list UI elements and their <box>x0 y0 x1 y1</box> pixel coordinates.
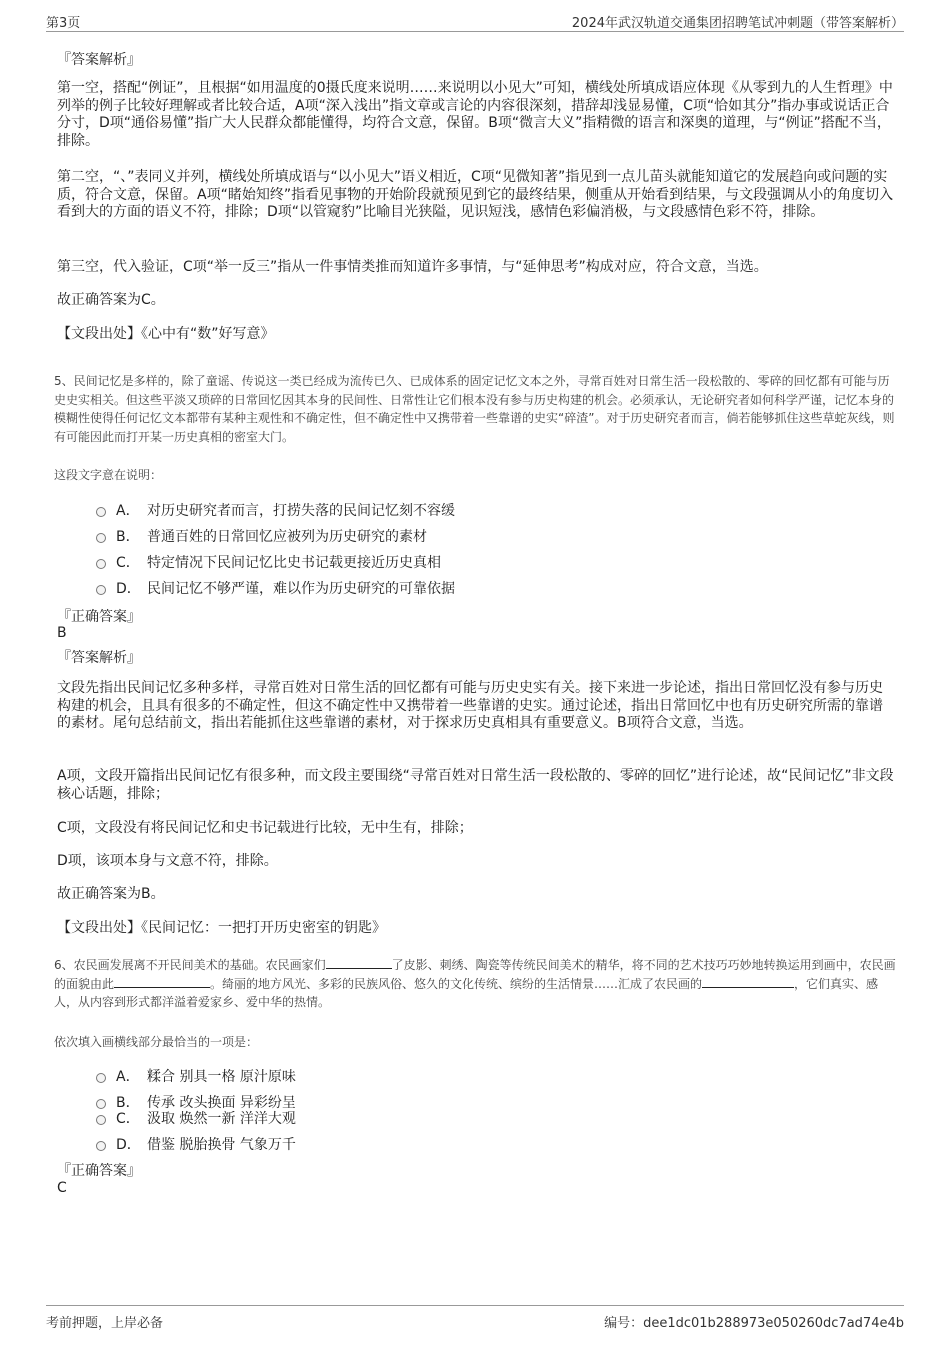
option-letter: B． <box>116 1095 140 1111</box>
page-number: 第3页 <box>46 16 81 31</box>
question-6-stem: 6、农民画发展离不开民间美术的基础。农民画家们 了皮影、刺绣、陶瓷等传统民间美术的精华，将不同的艺术技巧巧妙地转换运用到画中，农民画的面貌由此 。绮丽的地方风光、多彩的民族风俗、悠久的文化传统、缤纷的生活情景……汇成了农民画的 ，它们真实、感人，从内容到形式都洋溢着爱家乡、爱中华的热情。 <box>54 958 896 1009</box>
option-letter: C． <box>116 1111 140 1127</box>
analysis-paragraph-2: 第二空，“、”表同义并列，横线处所填成语与“以小见大”语义相近，C项“见微知著”指见到一点儿苗头就能知道它的发展趋向或问题的实质，符合文意，保留。A项“睹始知终”指看见事物的开始阶段就预见到它的最终结果，侧重从开始看到结果，与文段强调从小的角度切入看到大的方面的语义不符，排除；D项“以管窥豹”比喻目光狭隘，见识短浅，感情色彩偏消极，与文段感情色彩不符，排除。 <box>57 169 894 220</box>
footer-slogan: 考前押题，上岸必备 <box>46 1316 164 1331</box>
option-text: 汲取 焕然一新 洋洋大观 <box>147 1111 296 1127</box>
analysis-paragraph-4: D项，该项本身与文意不符，排除。 <box>57 853 278 869</box>
option-text: 普通百姓的日常回忆应被列为历史研究的素材 <box>147 529 427 545</box>
radio-icon[interactable] <box>96 585 106 595</box>
option-text: 传承 改头换面 异彩纷呈 <box>147 1095 296 1111</box>
correct-answer-label: 『正确答案』 <box>57 1163 141 1179</box>
option-text: 借鉴 脱胎换骨 气象万千 <box>147 1137 296 1153</box>
correct-answer-value: C <box>57 1180 67 1196</box>
page-header <box>0 0 950 34</box>
analysis-label: 『答案解析』 <box>57 650 141 666</box>
question-5-option-d[interactable] <box>96 578 455 598</box>
option-text: 民间记忆不够严谨，难以作为历史研究的可靠依据 <box>147 581 455 597</box>
question-6-option-d[interactable] <box>96 1134 296 1154</box>
source-citation: 【文段出处】《民间记忆：一把打开历史密室的钥匙》 <box>57 920 386 936</box>
question-6-prompt: 依次填入画横线部分最恰当的一项是： <box>54 1035 259 1049</box>
fill-blank-1[interactable] <box>326 958 392 969</box>
radio-icon[interactable] <box>96 559 106 569</box>
analysis-conclusion: 故正确答案为B。 <box>57 886 165 902</box>
question-6-option-a[interactable] <box>96 1066 296 1086</box>
option-letter: C． <box>116 555 140 571</box>
question-5-prompt: 这段文字意在说明： <box>54 468 163 482</box>
header-divider <box>46 31 904 32</box>
option-text: 特定情况下民间记忆比史书记载更接近历史真相 <box>147 555 441 571</box>
question-6-option-c[interactable] <box>96 1108 296 1128</box>
analysis-conclusion: 故正确答案为C。 <box>57 292 165 308</box>
analysis-paragraph-1: 第一空，搭配“例证”，且根据“如用温度的0摄氏度来说明……来说明以小见大”可知，横线处所填成语应体现《从零到九的人生哲理》中列举的例子比较好理解或者比较合适，A项“深入浅出”指文章或言论的内容很深刻，措辞却浅显易懂，C项“恰如其分”指办事或说话正合分寸，D项“通俗易懂”指广大人民群众都能懂得，均符合文意，保留。B项“微言大义”指精微的语言和深奥的道理，与“例证”搭配不当，排除。 <box>57 80 893 149</box>
correct-answer-label: 『正确答案』 <box>57 609 141 625</box>
document-code: 编号：dee1dc01b288973e050260dc7ad74e4b <box>604 1316 904 1331</box>
source-citation: 【文段出处】《心中有“数”好写意》 <box>57 326 275 342</box>
analysis-paragraph-3: C项，文段没有将民间记忆和史书记载进行比较，无中生有，排除； <box>57 820 473 836</box>
radio-icon[interactable] <box>96 1141 106 1151</box>
option-text: 对历史研究者而言，打捞失落的民间记忆刻不容缓 <box>147 503 455 519</box>
option-letter: A． <box>116 1069 140 1085</box>
question-5-option-c[interactable] <box>96 552 441 572</box>
option-letter: D． <box>116 581 141 597</box>
question-5-stem: 5、民间记忆是多样的，除了童谣、传说这一类已经成为流传已久、已成体系的固定记忆文本之外，寻常百姓对日常生活一段松散的、零碎的回忆都有可能与历史史实相关。但这些平淡又琐碎的日常回忆因其本身的民间性、日常性让它们根本没有参与历史构建的机会。必须承认，无论研究者如何科学严谨，记忆本身的模糊性使得任何记忆文本都带有某种主观性和不确定性，但不确定性中又携带着一些靠谱的史实“碎渣”。对于历史研究者而言，倘若能够抓住这些草蛇灰线，则有可能因此而打开某一历史真相的密室大门。 <box>54 374 895 444</box>
analysis-paragraph-1: 文段先指出民间记忆多种多样，寻常百姓对日常生活的回忆都有可能与历史史实有关。接下来进一步论述，指出日常回忆没有参与历史构建的机会，且具有很多的不确定性，但这不确定性中又携带着一些靠谱的史实。通过论述，指出日常回忆中也有历史研究所需的靠谱的素材。尾句总结前文，指出若能抓住这些靠谱的素材，对于探求历史真相具有重要意义。B项符合文意，当选。 <box>57 680 883 731</box>
option-letter: B． <box>116 529 140 545</box>
radio-icon[interactable] <box>96 1073 106 1083</box>
fill-blank-3[interactable] <box>702 977 794 988</box>
analysis-paragraph-3: 第三空，代入验证，C项“举一反三”指从一件事情类推而知道许多事情，与“延伸思考”构成对应，符合文意，当选。 <box>57 259 768 275</box>
correct-answer-value: B <box>57 625 67 641</box>
question-5-option-b[interactable] <box>96 526 427 546</box>
option-letter: D． <box>116 1137 141 1153</box>
option-letter: A． <box>116 503 140 519</box>
radio-icon[interactable] <box>96 507 106 517</box>
analysis-label: 『答案解析』 <box>57 52 141 68</box>
fill-blank-2[interactable] <box>114 977 210 988</box>
radio-icon[interactable] <box>96 533 106 543</box>
document-title: 2024年武汉轨道交通集团招聘笔试冲刺题（带答案解析） <box>571 16 904 31</box>
analysis-paragraph-2: A项，文段开篇指出民间记忆有很多种，而文段主要围绕“寻常百姓对日常生活一段松散的、零碎的回忆”进行论述，故“民间记忆”非文段核心话题，排除； <box>57 768 894 802</box>
option-text: 糅合 别具一格 原汁原味 <box>147 1069 296 1085</box>
question-5-option-a[interactable] <box>96 500 455 520</box>
footer-divider <box>46 1305 904 1306</box>
radio-icon[interactable] <box>96 1115 106 1125</box>
